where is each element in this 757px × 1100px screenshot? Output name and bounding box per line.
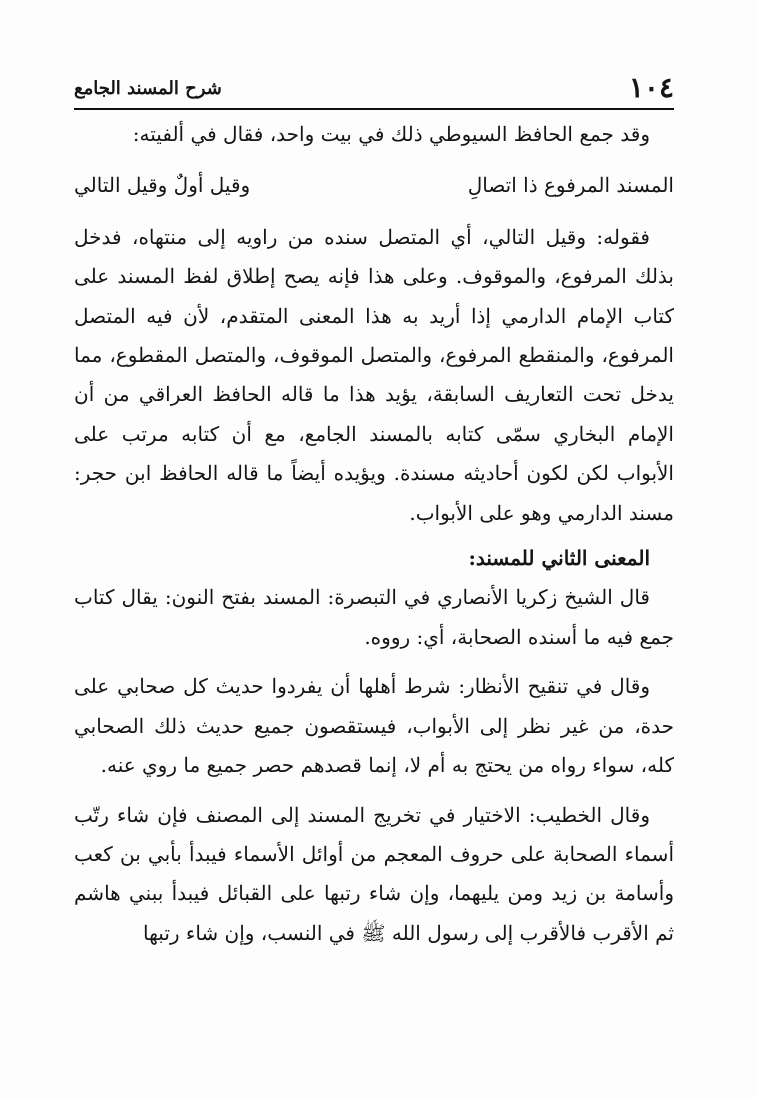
running-title: شرح المسند الجامع bbox=[74, 78, 222, 99]
paragraph-3: وقال في تنقيح الأنظار: شرط أهلها أن يفردوا حديث كل صحابي على حدة، من غير نظر إلى الأبواب، فيستقصون جميع حديث ذلك الصحابي كله، سواء رواه من يحتج به أم لا، إنما قصدهم حصر جميع ما روي عنه. bbox=[74, 674, 674, 778]
poetry-verse bbox=[74, 166, 674, 205]
paragraph-gap bbox=[74, 786, 674, 796]
intro-paragraph: وقد جمع الحافظ السيوطي ذلك في بيت واحد، فقال في ألفيته: bbox=[132, 122, 650, 146]
page-number: ١٠٤ bbox=[628, 71, 674, 104]
paragraph-2: قال الشيخ زكريا الأنصاري في التبصرة: المسند بفتح النون: يقال كتاب جمع فيه ما أسنده الصحابة، أي: رووه. bbox=[74, 585, 674, 649]
paragraph-gap bbox=[74, 657, 674, 667]
page-body bbox=[74, 115, 674, 953]
verse-second-hemistich: وقيل أولٌ وقيل التالي bbox=[74, 173, 251, 198]
paragraph-1: فقوله: وقيل التالي، أي المتصل سنده من راويه إلى منتهاه، فدخل بذلك المرفوع، والموقوف. وعلى هذا فإنه يصح إطلاق لفظ المسند على كتاب الإمام الدارمي إذا أريد به هذا المعنى المتقدم، لأن فيه المتصل المرفوع، والمنقطع المرفوع، والمتصل الموقوف، والمتصل المقطوع، مما يدخل تحت التعاريف السابقة، يؤيد هذا ما قاله الحافظ العراقي من أن الإمام البخاري سمّى كتابه بالمسند الجامع، مع أن كتابه مرتب على الأبواب لكن لكون أحاديثه مسندة. ويؤيده أيضاً ما قاله الحافظ ابن حجر: مسند الدارمي وهو على الأبواب. bbox=[74, 224, 674, 525]
header-rule bbox=[74, 108, 674, 110]
paragraph-4: وقال الخطيب: الاختيار في تخريج المسند إلى المصنف فإن شاء رتّب أسماء الصحابة على حروف المعجم من أوائل الأسماء فيبدأ بأبي بن كعب وأسامة بن زيد ومن يليهما، وإن شاء رتبها على القبائل فيبدأ ببني هاشم ثم الأقرب فالأقرب إلى رسول الله ﷺ في النسب، وإن شاء رتبها bbox=[74, 802, 674, 945]
verse-first-hemistich: المسند المرفوع ذا اتصالِ bbox=[467, 173, 674, 198]
page-header bbox=[74, 70, 674, 106]
section-subheading: المعنى الثاني للمسند: bbox=[468, 546, 650, 571]
